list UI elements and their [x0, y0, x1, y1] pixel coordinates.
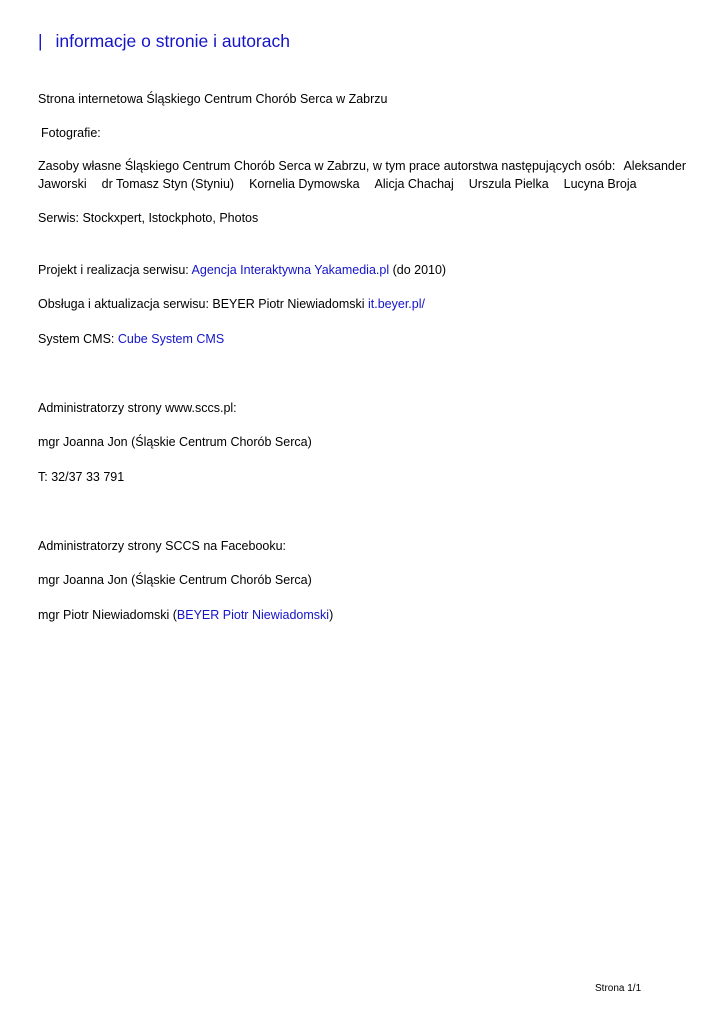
- maintenance-label: Obsługa i aktualizacja serwisu: BEYER Piotr Niewiadomski: [38, 297, 368, 311]
- admins-fb-person1: mgr Joanna Jon (Śląskie Centrum Chorób Serca): [38, 573, 312, 587]
- page-title: [38, 31, 290, 52]
- person2-suffix: ): [329, 608, 334, 622]
- resources-paragraph: [38, 157, 686, 193]
- services-line: Serwis: Stockxpert, Istockphoto, Photos: [38, 211, 259, 225]
- project-suffix: (do 2010): [389, 263, 447, 277]
- cube-cms-link[interactable]: Cube System CMS: [117, 332, 225, 346]
- photos-label: Fotografie:: [41, 126, 101, 140]
- author-name: Kornelia Dymowska: [249, 177, 360, 191]
- yakamedia-link[interactable]: Agencja Interaktywna Yakamedia.pl: [191, 263, 390, 277]
- beyer-link[interactable]: BEYER Piotr Niewiadomski: [176, 608, 330, 622]
- author-name: Jaworski: [38, 177, 87, 191]
- project-label: Projekt i realizacja serwisu:: [38, 263, 192, 277]
- cms-label: System CMS:: [38, 332, 118, 346]
- person2-prefix: mgr Piotr Niewiadomski (: [38, 608, 177, 622]
- site-line: Strona internetowa Śląskiego Centrum Chorób Serca w Zabrzu: [38, 92, 388, 106]
- page-number: Strona 1/1: [595, 983, 642, 994]
- admins-fb-heading: Administratorzy strony SCCS na Facebooku:: [38, 539, 287, 553]
- admins-www-phone: T: 32/37 33 791: [38, 470, 125, 484]
- beyer-site-link[interactable]: it.beyer.pl/: [368, 297, 425, 311]
- maintenance-line: [38, 295, 425, 313]
- admins-www-person: mgr Joanna Jon (Śląskie Centrum Chorób Serca): [38, 435, 312, 449]
- author-name: Lucyna Broja: [563, 177, 637, 191]
- page-title-text: informacje o stronie i autorach: [55, 31, 290, 51]
- author-name: Alicja Chachaj: [374, 177, 454, 191]
- admins-www-heading: Administratorzy strony www.sccs.pl:: [38, 401, 237, 415]
- cms-line: [38, 330, 224, 348]
- resources-text: Zasoby własne Śląskiego Centrum Chorób Serca w Zabrzu, w tym prace autorstwa następujących osób:: [38, 159, 616, 173]
- project-line: [38, 261, 446, 279]
- author-name: Urszula Pielka: [468, 177, 549, 191]
- title-bar-icon: |: [38, 31, 43, 51]
- admins-fb-person2: [38, 606, 333, 624]
- author-name: dr Tomasz Styn (Styniu): [101, 177, 235, 191]
- author-name: Aleksander: [623, 159, 686, 173]
